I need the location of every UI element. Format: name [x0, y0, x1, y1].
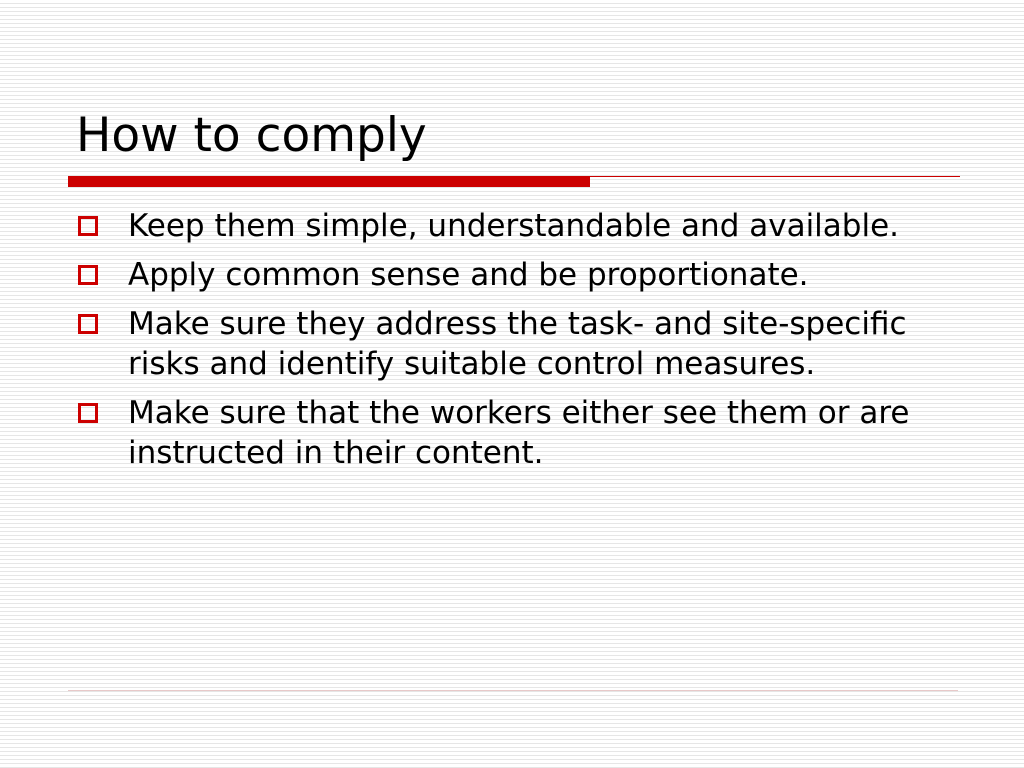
title-underline-thin — [590, 176, 960, 177]
bullet-list — [76, 206, 966, 482]
bullet-item — [76, 255, 966, 295]
slide-title: How to comply — [76, 108, 427, 163]
footer-divider — [68, 690, 958, 691]
hollow-square-icon — [78, 314, 98, 334]
title-underline-thick — [68, 176, 590, 187]
hollow-square-icon — [78, 265, 98, 285]
bullet-item — [76, 393, 966, 473]
bullet-text: Apply common sense and be proportionate. — [128, 257, 809, 293]
bullet-text: Make sure they address the task- and site-specific risks and identify suitable control measures. — [128, 306, 907, 382]
bullet-text: Make sure that the workers either see them or are instructed in their content. — [128, 395, 910, 471]
bullet-text: Keep them simple, understandable and available. — [128, 208, 900, 244]
bullet-item — [76, 304, 966, 384]
bullet-item — [76, 206, 966, 246]
hollow-square-icon — [78, 403, 98, 423]
hollow-square-icon — [78, 216, 98, 236]
